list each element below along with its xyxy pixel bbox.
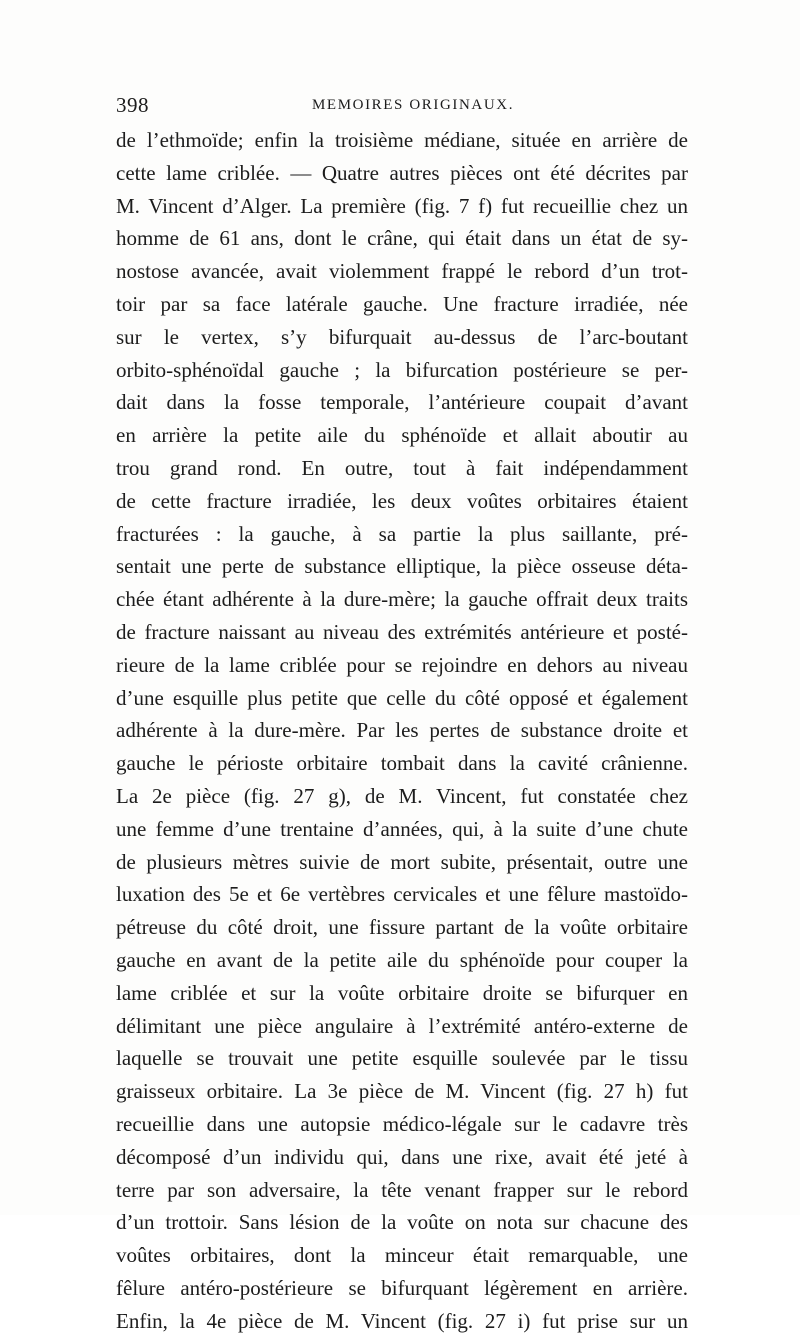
text-line: une femme d’une trentaine d’années, qui, à la suite d’une chute bbox=[116, 816, 688, 841]
text-line: pétreuse du côté droit, une fissure partant de la voûte orbitaire bbox=[116, 915, 688, 940]
text-line: gauche le périoste orbitaire tombait dans la cavité crânienne. bbox=[116, 751, 688, 776]
text-line: délimitant une pièce angulaire à l’extrémité antéro-externe de bbox=[116, 1013, 688, 1038]
text-line: laquelle se trouvait une petite esquille soulevée par le tissu bbox=[116, 1046, 688, 1071]
text-line: d’un trottoir. Sans lésion de la voûte on nota sur chacune des bbox=[116, 1210, 688, 1235]
text-line: homme de 61 ans, dont le crâne, qui était dans un état de sy- bbox=[116, 226, 688, 251]
text-line: adhérente à la dure-mère. Par les pertes de substance droite et bbox=[116, 718, 688, 743]
text-line: de fracture naissant au niveau des extrémités antérieure et posté- bbox=[116, 619, 688, 644]
text-line: rieure de la lame criblée pour se rejoindre en dehors au niveau bbox=[116, 652, 688, 677]
text-line: terre par son adversaire, la tête venant frapper sur le rebord bbox=[116, 1177, 688, 1202]
text-line: luxation des 5e et 6e vertèbres cervicales et une fêlure mastoïdo- bbox=[116, 882, 688, 907]
text-line: sentait une perte de substance elliptique, la pièce osseuse déta- bbox=[116, 554, 688, 579]
text-line: dait dans la fosse temporale, l’antérieure coupait d’avant bbox=[116, 390, 688, 415]
text-line: en arrière la petite aile du sphénoïde et allait aboutir au bbox=[116, 423, 688, 448]
text-line: lame criblée et sur la voûte orbitaire droite se bifurquer en bbox=[116, 980, 688, 1005]
text-line: décomposé d’un individu qui, dans une rixe, avait été jeté à bbox=[116, 1144, 688, 1169]
text-line: d’une esquille plus petite que celle du côté opposé et également bbox=[116, 685, 688, 710]
text-line: graisseux orbitaire. La 3e pièce de M. Vincent (fig. 27 h) fut bbox=[116, 1079, 688, 1104]
body-text bbox=[116, 124, 688, 1337]
running-head: MEMOIRES ORIGINAUX. bbox=[312, 97, 515, 113]
text-line: fêlure antéro-postérieure se bifurquant légèrement en arrière. bbox=[116, 1275, 688, 1300]
text-line: trou grand rond. En outre, tout à fait indépendamment bbox=[116, 455, 688, 480]
text-line: de cette fracture irradiée, les deux voûtes orbitaires étaient bbox=[116, 488, 688, 513]
page-header bbox=[116, 93, 686, 123]
text-line: La 2e pièce (fig. 27 g), de M. Vincent, fut constatée chez bbox=[116, 783, 688, 808]
text-line: chée étant adhérente à la dure-mère; la gauche offrait deux traits bbox=[116, 587, 688, 612]
text-line: Enfin, la 4e pièce de M. Vincent (fig. 27 i) fut prise sur un bbox=[116, 1308, 688, 1333]
text-line: de l’ethmoïde; enfin la troisième médiane, située en arrière de bbox=[116, 128, 688, 152]
text-line: gauche en avant de la petite aile du sphénoïde pour couper la bbox=[116, 947, 688, 972]
text-line: recueillie dans une autopsie médico-légale sur le cadavre très bbox=[116, 1111, 688, 1136]
text-line: de plusieurs mètres suivie de mort subite, présentait, outre une bbox=[116, 849, 688, 874]
text-line: toir par sa face latérale gauche. Une fracture irradiée, née bbox=[116, 291, 688, 316]
text-line: nostose avancée, avait violemment frappé le rebord d’un trot- bbox=[116, 259, 688, 284]
page-number: 398 bbox=[116, 93, 149, 117]
text-line: cette lame criblée. — Quatre autres pièces ont été décrites par bbox=[116, 160, 688, 185]
text-line: sur le vertex, s’y bifurquait au-dessus de l’arc-boutant bbox=[116, 324, 688, 349]
text-line: M. Vincent d’Alger. La première (fig. 7 f) fut recueillie chez un bbox=[116, 193, 688, 218]
text-line: fracturées : la gauche, à sa partie la plus saillante, pré- bbox=[116, 521, 688, 546]
text-line: voûtes orbitaires, dont la minceur était remarquable, une bbox=[116, 1243, 688, 1268]
text-line: orbito-sphénoïdal gauche ; la bifurcation postérieure se per- bbox=[116, 357, 688, 382]
